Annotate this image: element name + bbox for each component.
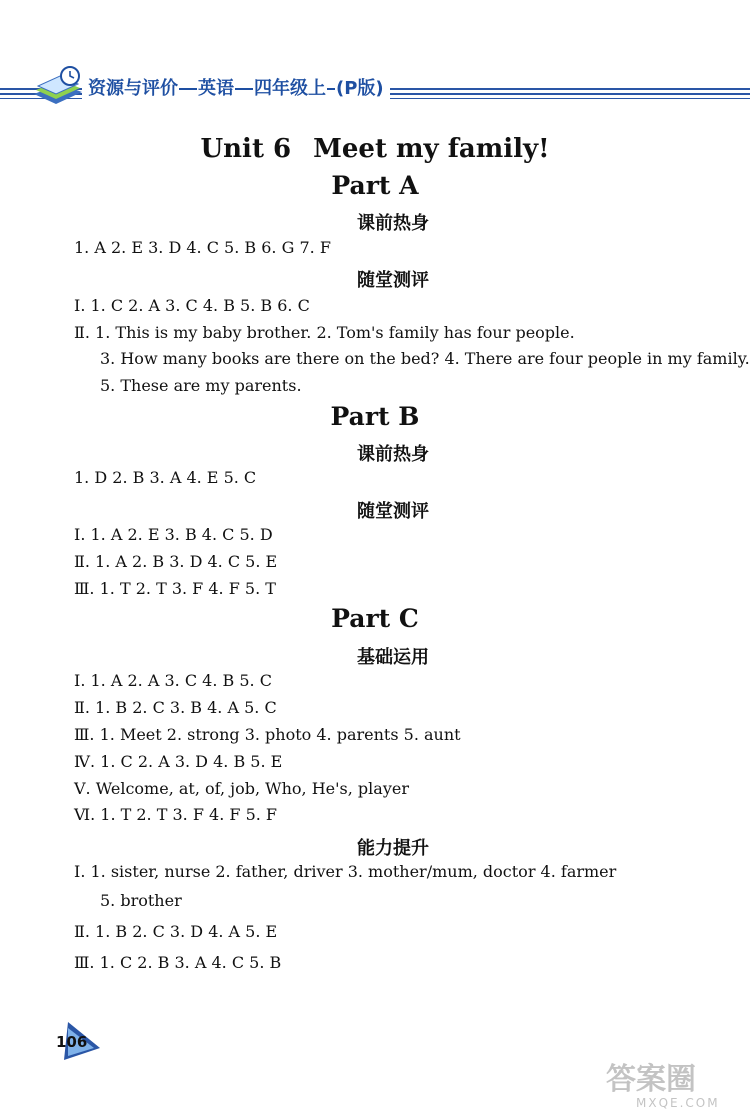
answer-line: Ⅰ. 1. C 2. A 3. C 4. B 5. B 6. C [74,296,310,315]
part-a-heading: Part A [331,171,419,200]
page-number: 106 [56,1033,88,1051]
answer-line: Ⅱ. 1. B 2. C 3. B 4. A 5. C [74,698,277,717]
part-a-section-quiz: 随堂测评 [357,270,429,291]
answer-line: Ⅰ. 1. sister, nurse 2. father, driver 3. mother/mum, doctor 4. farmer [74,862,617,881]
answer-line: 1. A 2. E 3. D 4. C 5. B 6. G 7. F [74,238,331,257]
grade: 四年级上 [254,78,326,99]
answer-line: 5. These are my parents. [100,376,302,395]
watermark-text: 答案圈 [606,1062,696,1097]
unit-number: Unit 6 [200,134,292,164]
book-title: 资源与评价 [88,78,178,99]
part-c-heading: Part C [331,604,419,633]
answer-line: Ⅵ. 1. T 2. T 3. F 4. F 5. F [74,805,278,824]
answer-line: Ⅰ. 1. A 2. A 3. C 4. B 5. C [74,671,272,690]
part-c-section-basics: 基础运用 [357,647,429,668]
answer-line: Ⅲ. 1. C 2. B 3. A 4. C 5. B [74,953,282,972]
answer-line: Ⅴ. Welcome, at, of, job, Who, He's, player [74,779,409,798]
answer-line: 1. D 2. B 3. A 4. E 5. C [74,468,257,487]
part-b-section-warmup: 课前热身 [357,444,429,465]
watermark [606,1064,746,1112]
answer-line: Ⅲ. 1. T 2. T 3. F 4. F 5. T [74,579,276,598]
answer-line: Ⅱ. 1. A 2. B 3. D 4. C 5. E [74,552,278,571]
answer-line: Ⅱ. 1. This is my baby brother. 2. Tom's family has four people. [74,323,575,342]
answer-line: 5. brother [100,891,182,910]
watermark-url: MXQE.COM [636,1096,720,1110]
book-clock-logo-icon [30,64,86,110]
answer-line: 3. How many books are there on the bed? 4. There are four people in my family. [100,349,750,368]
part-b-section-quiz: 随堂测评 [357,501,429,522]
subject: 英语 [198,78,234,99]
part-a-section-warmup: 课前热身 [357,213,429,234]
part-b-heading: Part B [330,402,420,431]
unit-name: Meet my family! [313,134,550,164]
answer-line: Ⅱ. 1. B 2. C 3. D 4. A 5. E [74,922,278,941]
running-header [82,74,390,102]
edition: (P版) [336,78,384,99]
part-c-section-advanced: 能力提升 [357,838,429,859]
unit-title [0,134,750,164]
answer-line: Ⅲ. 1. Meet 2. strong 3. photo 4. parents 5. aunt [74,725,461,744]
answer-line: Ⅰ. 1. A 2. E 3. B 4. C 5. D [74,525,273,544]
answer-line: Ⅳ. 1. C 2. A 3. D 4. B 5. E [74,752,283,771]
